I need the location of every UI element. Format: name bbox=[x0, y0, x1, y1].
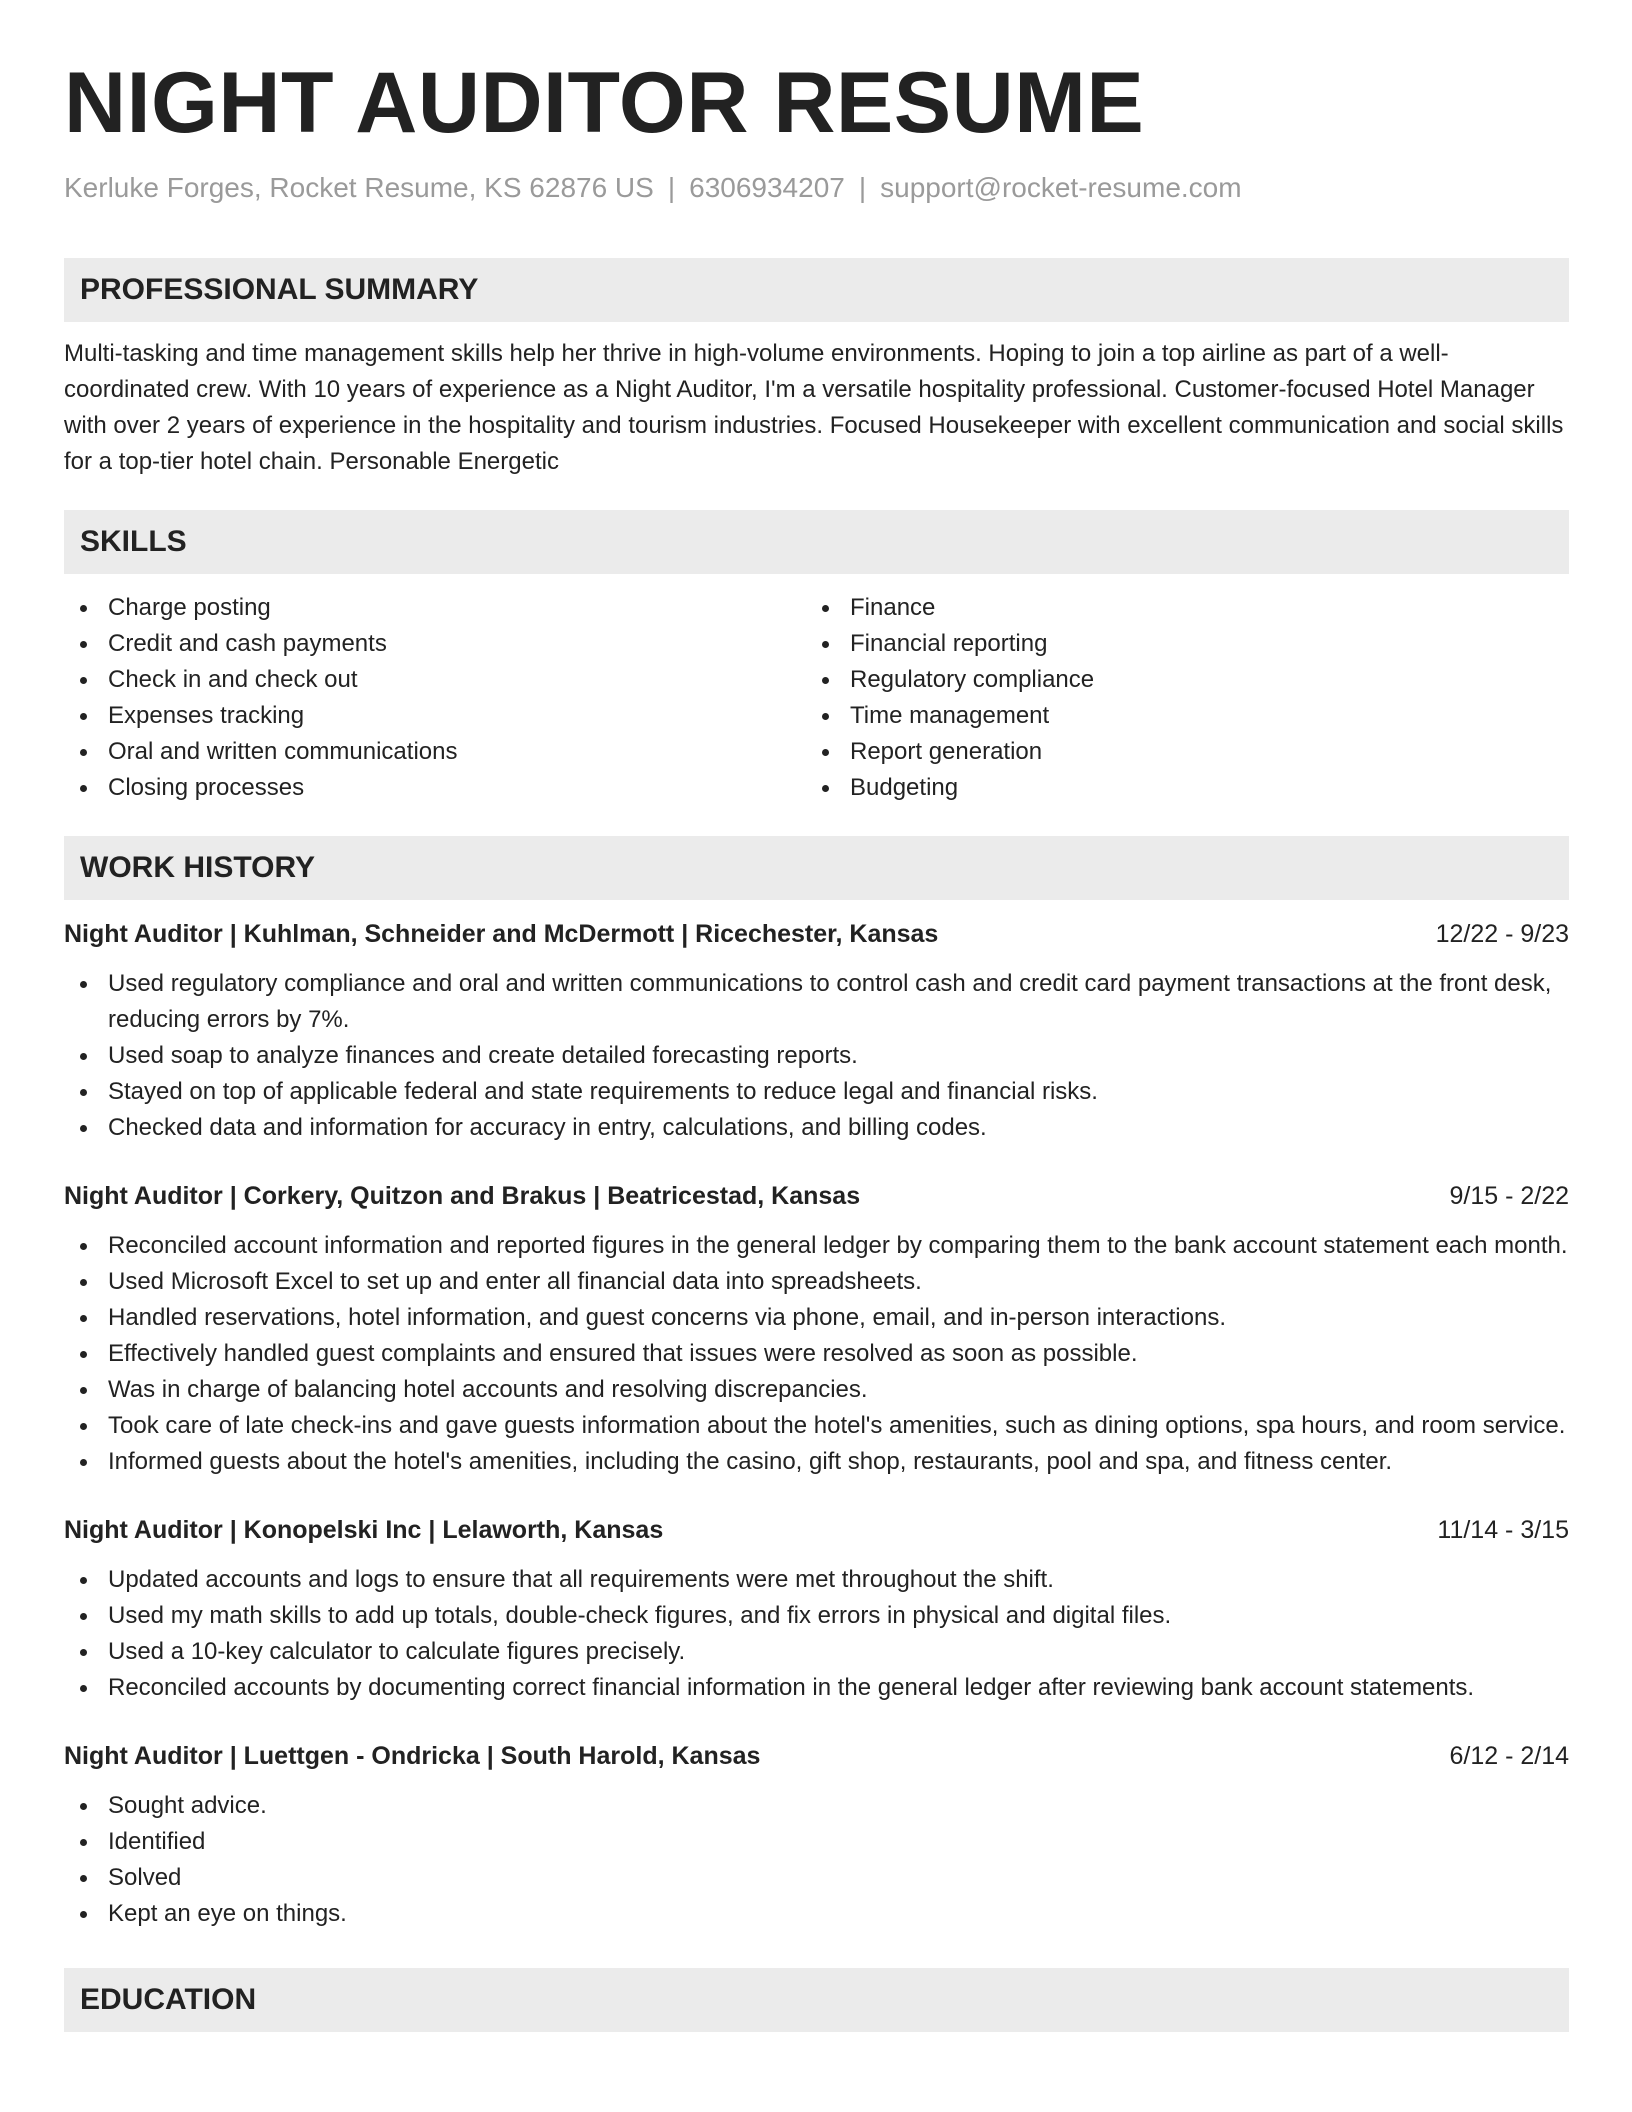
contact-address: Kerluke Forges, Rocket Resume, KS 62876 US bbox=[64, 172, 654, 203]
job-header bbox=[64, 916, 1569, 952]
job-bullet: Solved bbox=[64, 1860, 1569, 1896]
work-history-section-heading: WORK HISTORY bbox=[64, 836, 1569, 900]
skill-item: Report generation bbox=[806, 734, 1548, 770]
job-entry bbox=[64, 1512, 1569, 1706]
summary-section-heading: PROFESSIONAL SUMMARY bbox=[64, 258, 1569, 322]
education-section-heading: EDUCATION bbox=[64, 1968, 1569, 2032]
skill-item: Budgeting bbox=[806, 770, 1548, 806]
skill-item: Check in and check out bbox=[64, 662, 806, 698]
job-dates: 12/22 - 9/23 bbox=[1435, 920, 1569, 948]
resume-page bbox=[64, 0, 1569, 2032]
job-bullets bbox=[64, 1562, 1569, 1706]
job-entry bbox=[64, 1738, 1569, 1932]
job-title: Night Auditor | Luettgen - Ondricka | South Harold, Kansas bbox=[64, 1742, 761, 1770]
job-bullet: Checked data and information for accuracy in entry, calculations, and billing codes. bbox=[64, 1110, 1569, 1146]
skill-item: Credit and cash payments bbox=[64, 626, 806, 662]
job-title: Night Auditor | Kuhlman, Schneider and McDermott | Ricechester, Kansas bbox=[64, 920, 939, 948]
skill-item: Time management bbox=[806, 698, 1548, 734]
job-bullets bbox=[64, 1788, 1569, 1932]
job-bullet: Handled reservations, hotel information, and guest concerns via phone, email, and in-person interactions. bbox=[64, 1300, 1569, 1336]
job-header bbox=[64, 1738, 1569, 1774]
job-bullets bbox=[64, 966, 1569, 1146]
skills-section-heading: SKILLS bbox=[64, 510, 1569, 574]
skill-item: Charge posting bbox=[64, 590, 806, 626]
skill-item: Finance bbox=[806, 590, 1548, 626]
job-dates: 9/15 - 2/22 bbox=[1449, 1182, 1569, 1210]
job-bullet: Sought advice. bbox=[64, 1788, 1569, 1824]
job-title: Night Auditor | Konopelski Inc | Lelaworth, Kansas bbox=[64, 1516, 664, 1544]
job-bullet: Used soap to analyze finances and create detailed forecasting reports. bbox=[64, 1038, 1569, 1074]
skill-item: Expenses tracking bbox=[64, 698, 806, 734]
contact-phone: 6306934207 bbox=[689, 172, 845, 203]
skills-column-right bbox=[806, 590, 1548, 806]
job-bullet: Was in charge of balancing hotel accounts and resolving discrepancies. bbox=[64, 1372, 1569, 1408]
skill-item: Closing processes bbox=[64, 770, 806, 806]
job-bullet: Reconciled accounts by documenting correct financial information in the general ledger after reviewing bank account statements. bbox=[64, 1670, 1569, 1706]
skill-item: Financial reporting bbox=[806, 626, 1548, 662]
job-bullet: Used Microsoft Excel to set up and enter all financial data into spreadsheets. bbox=[64, 1264, 1569, 1300]
job-bullet: Took care of late check-ins and gave guests information about the hotel's amenities, such as dining options, spa hours, and room service. bbox=[64, 1408, 1569, 1444]
job-bullet: Kept an eye on things. bbox=[64, 1896, 1569, 1932]
job-bullet: Stayed on top of applicable federal and state requirements to reduce legal and financial risks. bbox=[64, 1074, 1569, 1110]
job-entry bbox=[64, 916, 1569, 1146]
skills-list bbox=[64, 590, 1569, 806]
job-bullet: Informed guests about the hotel's amenities, including the casino, gift shop, restaurants, pool and spa, and fitness center. bbox=[64, 1444, 1569, 1480]
contact-email: support@rocket-resume.com bbox=[880, 172, 1242, 203]
resume-title: NIGHT AUDITOR RESUME bbox=[64, 55, 1145, 151]
job-bullet: Updated accounts and logs to ensure that all requirements were met throughout the shift. bbox=[64, 1562, 1569, 1598]
contact-line bbox=[64, 170, 1569, 206]
job-title: Night Auditor | Corkery, Quitzon and Brakus | Beatricestad, Kansas bbox=[64, 1182, 861, 1210]
job-header bbox=[64, 1512, 1569, 1548]
job-bullets bbox=[64, 1228, 1569, 1480]
skills-column-left bbox=[64, 590, 806, 806]
job-bullet: Used a 10-key calculator to calculate figures precisely. bbox=[64, 1634, 1569, 1670]
job-bullet: Used regulatory compliance and oral and written communications to control cash and credit card payment transactions at the front desk, reducing errors by 7%. bbox=[64, 966, 1569, 1038]
contact-separator: | bbox=[858, 172, 867, 203]
job-dates: 11/14 - 3/15 bbox=[1437, 1516, 1569, 1544]
job-header bbox=[64, 1178, 1569, 1214]
skill-item: Regulatory compliance bbox=[806, 662, 1548, 698]
job-bullet: Reconciled account information and reported figures in the general ledger by comparing them to the bank account statement each month. bbox=[64, 1228, 1569, 1264]
summary-text: Multi-tasking and time management skills help her thrive in high-volume environments. Hoping to join a top airline as part of a well-coordinated crew. With 10 years of experience as a Night Auditor, I'm a versatile hospitality professional. Customer-focused Hotel Manager with over 2 years of experience in the hospitality and tourism industries. Focused Housekeeper with excellent communication and social skills for a top-tier hotel chain. Personable Energetic bbox=[64, 340, 1564, 475]
job-bullet: Effectively handled guest complaints and ensured that issues were resolved as soon as possible. bbox=[64, 1336, 1569, 1372]
contact-separator: | bbox=[667, 172, 676, 203]
job-bullet: Used my math skills to add up totals, double-check figures, and fix errors in physical and digital files. bbox=[64, 1598, 1569, 1634]
skill-item: Oral and written communications bbox=[64, 734, 806, 770]
job-bullet: Identified bbox=[64, 1824, 1569, 1860]
job-entry bbox=[64, 1178, 1569, 1480]
job-dates: 6/12 - 2/14 bbox=[1449, 1742, 1569, 1770]
